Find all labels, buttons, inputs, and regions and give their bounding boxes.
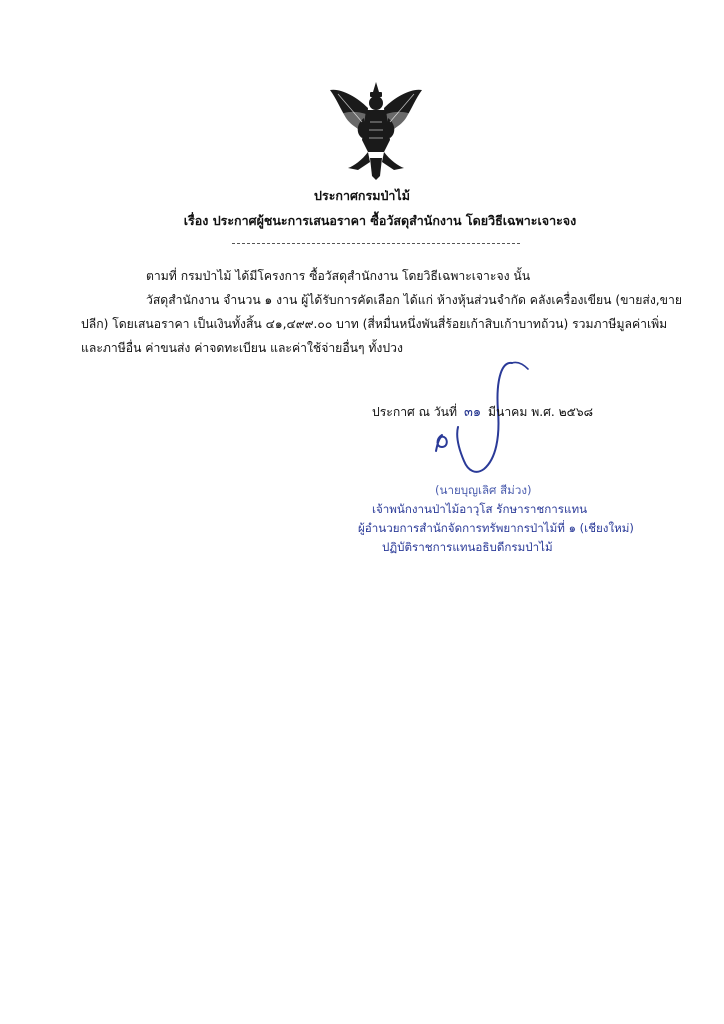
document-subject: เรื่อง ประกาศผู้ชนะการเสนอราคา ซื้อวัสดุสำนักงาน โดยวิธีเฉพาะเจาะจง [183,213,577,228]
date-day: ๓๑ [463,405,482,420]
divider [232,243,520,244]
signatory-position-1: เจ้าพนักงานป่าไม้อาวุโส รักษาราชการแทน [372,502,588,516]
signatory-position-2: ผู้อำนวยการสำนักจัดการทรัพยากรป่าไม้ที่ ๑ (เชียงใหม่) [358,521,634,535]
signatory-position-3: ปฏิบัติราชการแทนอธิบดีกรมป่าไม้ [382,540,553,554]
date-suffix: มีนาคม พ.ศ. ๒๕๖๘ [487,405,594,419]
body-line-3: ปลีก) โดยเสนอราคา เป็นเงินทั้งสิ้น ๔๑,๔๙๙.๐๐ บาท (สี่หมื่นหนึ่งพันสี่ร้อยเก้าสิบเก้าบาทถ้วน) รวมภาษีมูลค่าเพิ่ม [81,317,668,331]
date-prefix: ประกาศ ณ วันที่ [372,405,458,419]
handwritten-signature [400,355,550,495]
body-line-1: ตามที่ กรมป่าไม้ ได้มีโครงการ ซื้อวัสดุสำนักงาน โดยวิธีเฉพาะเจาะจง นั้น [146,269,531,283]
signatory-name: (นายบุญเลิศ สีม่วง) [435,483,532,497]
body-line-4: และภาษีอื่น ค่าขนส่ง ค่าจดทะเบียน และค่าใช้จ่ายอื่นๆ ทั้งปวง [81,341,403,355]
announcement-date [372,401,593,422]
garuda-emblem-icon [326,78,426,182]
body-line-2: วัสดุสำนักงาน จำนวน ๑ งาน ผู้ได้รับการคัดเลือก ได้แก่ ห้างหุ้นส่วนจำกัด คลังเครื่องเขียน (ขายส่ง,ขาย [146,293,682,307]
document-title: ประกาศกรมป่าไม้ [314,188,410,203]
